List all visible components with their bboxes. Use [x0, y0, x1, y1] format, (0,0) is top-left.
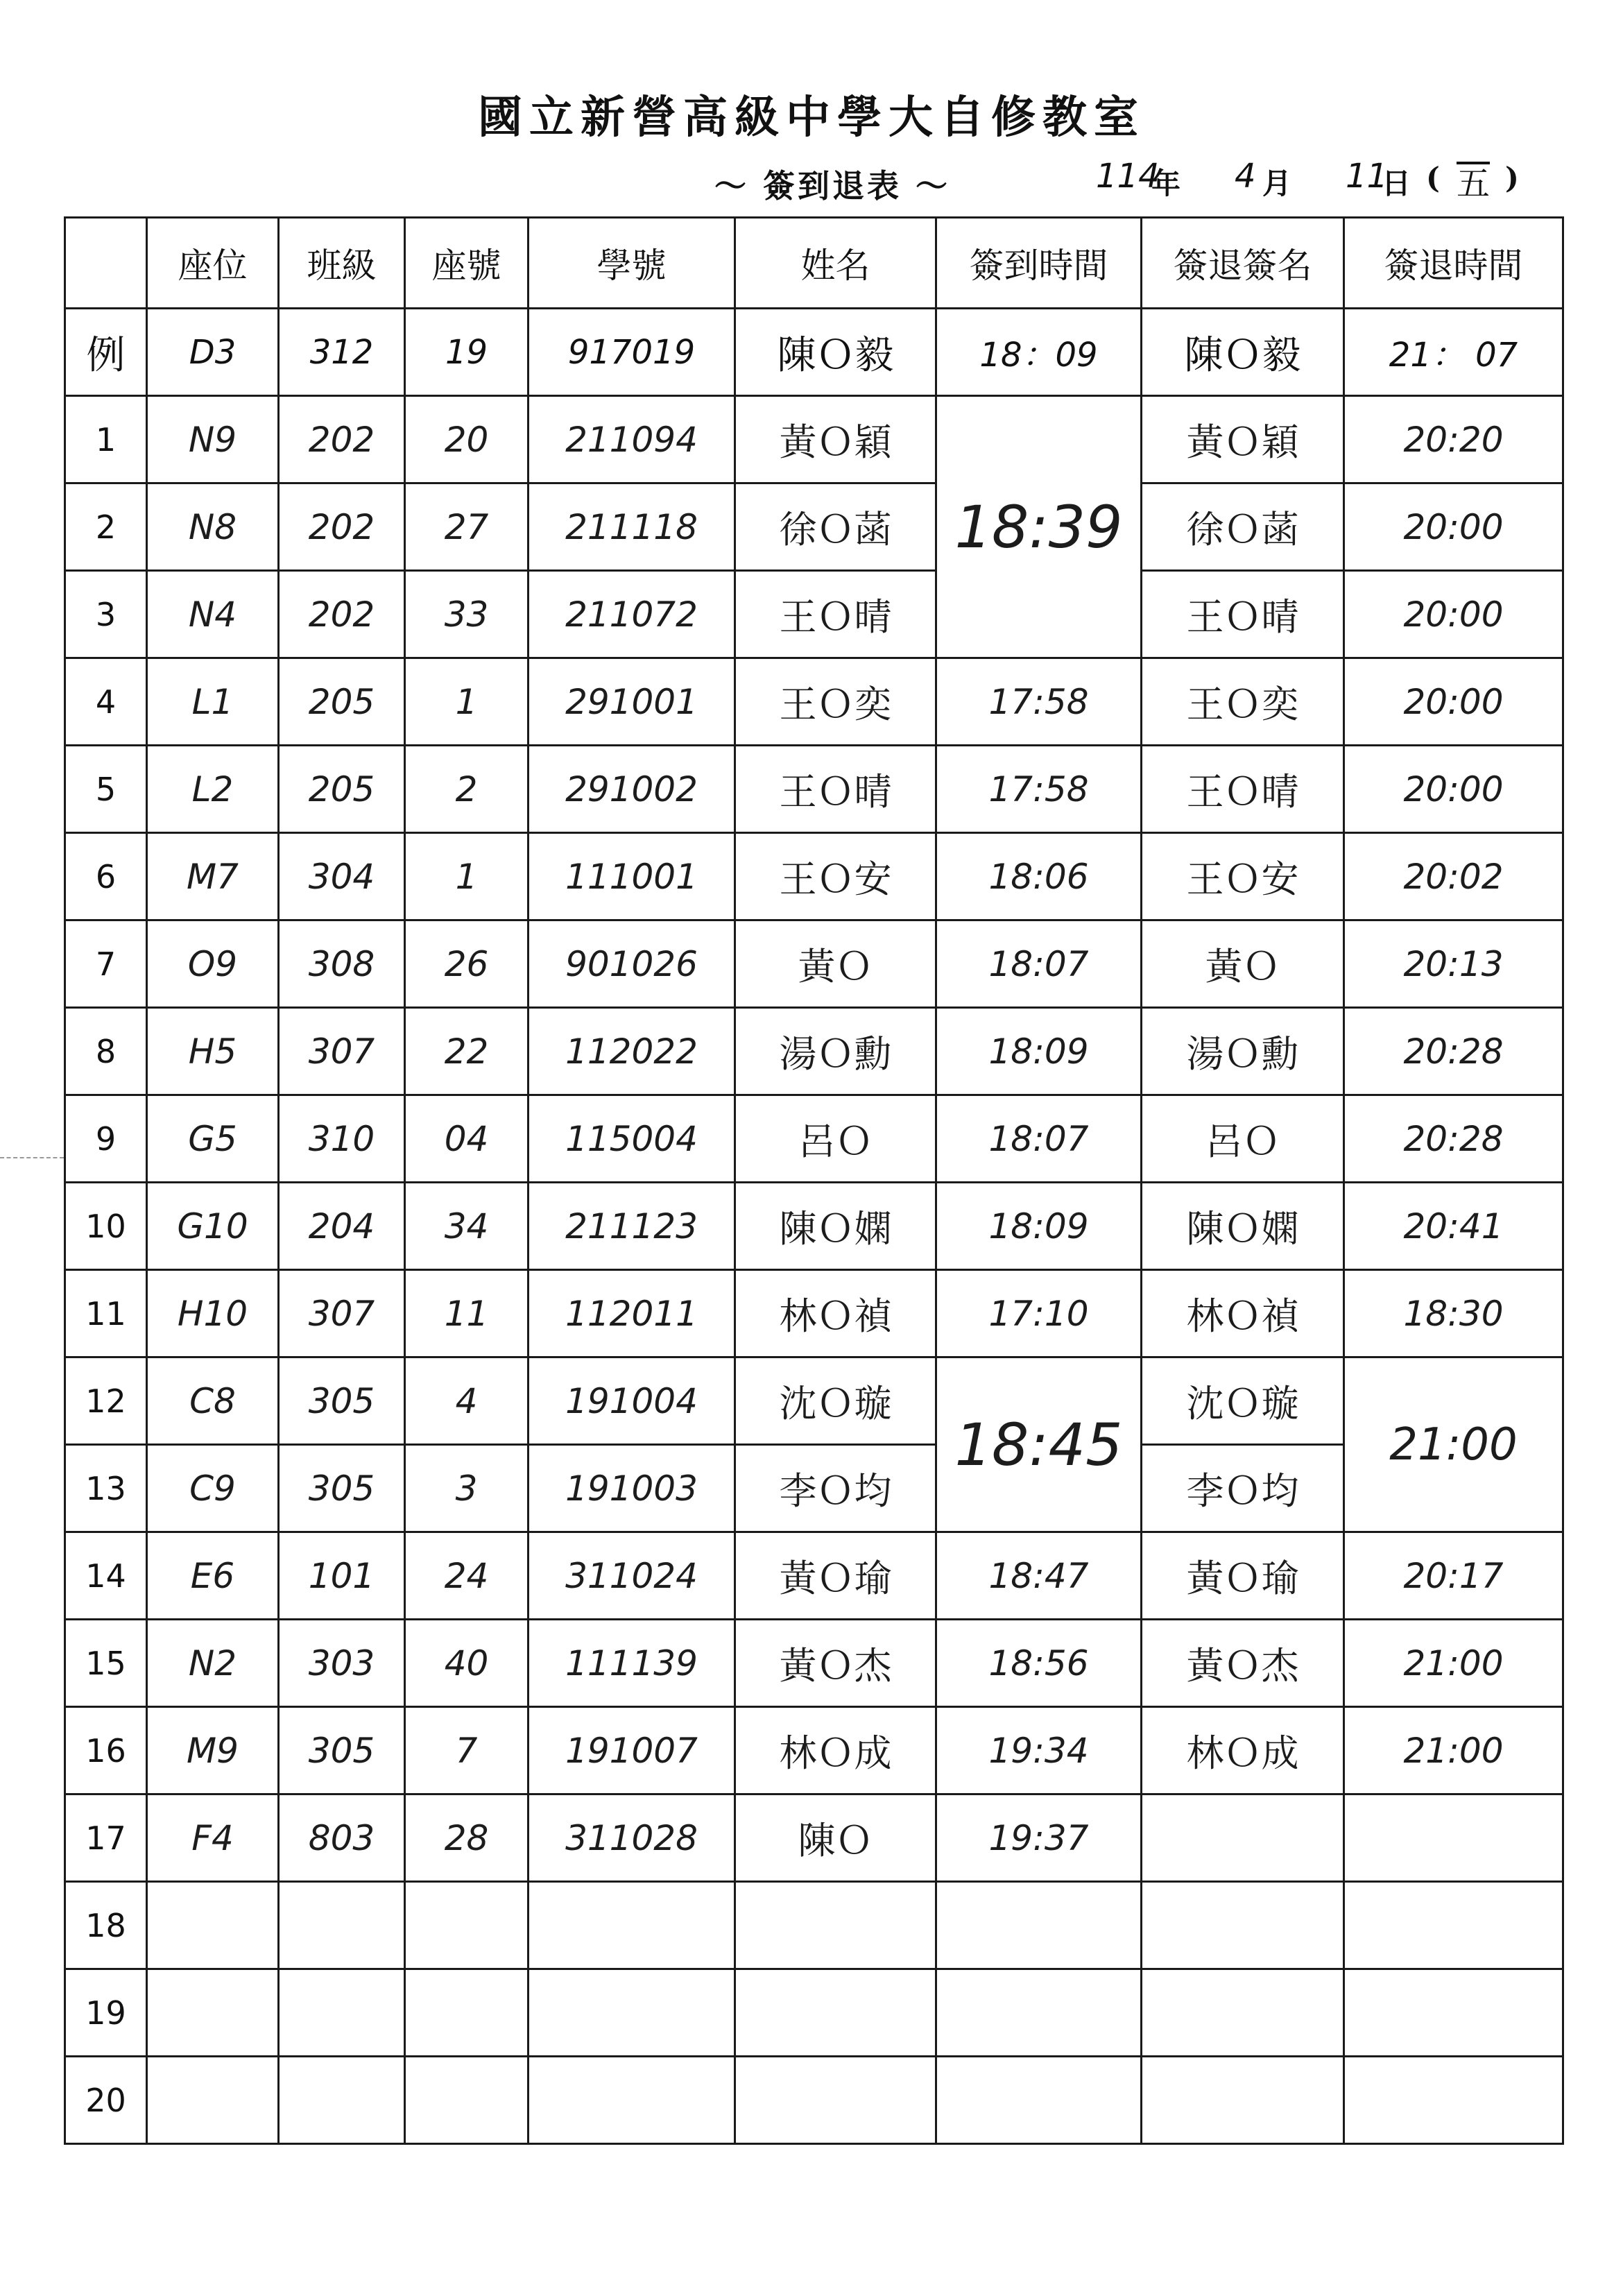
table-row [65, 1270, 1563, 1357]
cell-checkin [936, 1882, 1142, 1969]
cell-name [735, 2057, 936, 2144]
cell-class: 202 [279, 396, 405, 483]
cell-checkout-sign [1142, 1882, 1344, 1969]
row-number: 17 [65, 1794, 147, 1882]
table-row [65, 1969, 1563, 2057]
cell-checkout-time-merged: 21:00 [1344, 1357, 1563, 1532]
cell-checkin [936, 1969, 1142, 2057]
cell-seat: L1 [147, 658, 279, 746]
cell-number: 3 [405, 1445, 529, 1532]
cell-name: 黃Ｏ瑜 [735, 1532, 936, 1620]
cell-checkin: 19:37 [936, 1794, 1142, 1882]
cell-checkout-sign: 王Ｏ晴 [1142, 746, 1344, 833]
table-row [65, 1707, 1563, 1794]
cell-checkout-time: 20:00 [1344, 571, 1563, 658]
cell-number [405, 2057, 529, 2144]
cell-checkin [936, 2057, 1142, 2144]
cell-checkout-sign: 林Ｏ禎 [1142, 1270, 1344, 1357]
cell-seat: M7 [147, 833, 279, 920]
cell-student-id: 191004 [529, 1357, 735, 1445]
cell-checkout-sign: 湯Ｏ勳 [1142, 1008, 1344, 1095]
cell-checkout-time: 20:20 [1344, 396, 1563, 483]
cell-name: 林Ｏ成 [735, 1707, 936, 1794]
cell-name: 徐Ｏ菡 [735, 483, 936, 571]
cell-seat: G10 [147, 1183, 279, 1270]
cell-name [735, 1882, 936, 1969]
cell-checkout-sign: 王Ｏ晴 [1142, 571, 1344, 658]
cell-seat [147, 1882, 279, 1969]
cell-number: 1 [405, 833, 529, 920]
cell-student-id: 115004 [529, 1095, 735, 1183]
cell-seat: N4 [147, 571, 279, 658]
cell-class: 101 [279, 1532, 405, 1620]
table-row [65, 1357, 1563, 1445]
header-number: 座號 [405, 218, 529, 309]
table-row [65, 1445, 1563, 1532]
cell-checkout-sign: 黃Ｏ瑜 [1142, 1532, 1344, 1620]
cell-checkin: 18:07 [936, 920, 1142, 1008]
header-checkout-time: 簽退時間 [1344, 218, 1563, 309]
cell-name: 呂Ｏ [735, 1095, 936, 1183]
cell-number: 33 [405, 571, 529, 658]
cell-checkout-sign: 陳Ｏ嫻 [1142, 1183, 1344, 1270]
row-number: 2 [65, 483, 147, 571]
example-number: 19 [405, 309, 529, 396]
row-number: 12 [65, 1357, 147, 1445]
cell-seat: C8 [147, 1357, 279, 1445]
row-number: 9 [65, 1095, 147, 1183]
cell-name [735, 1969, 936, 2057]
cell-name: 黃Ｏ [735, 920, 936, 1008]
cell-class: 304 [279, 833, 405, 920]
sheet-title: 國立新營高級中學大自修教室 [478, 92, 1145, 144]
cell-checkout-sign: 李Ｏ均 [1142, 1445, 1344, 1532]
cell-checkout-time: 20:00 [1344, 483, 1563, 571]
cell-class: 307 [279, 1008, 405, 1095]
cell-checkout-time: 20:00 [1344, 746, 1563, 833]
date-month-unit: 月 [1262, 166, 1292, 200]
table-row [65, 571, 1563, 658]
example-checkin: 18：09 [936, 309, 1142, 396]
cell-class: 303 [279, 1620, 405, 1707]
cell-checkout-sign [1142, 1969, 1344, 2057]
cell-name: 陳Ｏ嫻 [735, 1183, 936, 1270]
table-row [65, 1882, 1563, 1969]
weekday-open: ( [1426, 161, 1440, 195]
cell-checkout-sign: 黃Ｏ穎 [1142, 396, 1344, 483]
cell-number: 2 [405, 746, 529, 833]
cell-class: 205 [279, 658, 405, 746]
cell-name: 李Ｏ均 [735, 1445, 936, 1532]
cell-number: 40 [405, 1620, 529, 1707]
header-checkin-time: 簽到時間 [936, 218, 1142, 309]
cell-number: 27 [405, 483, 529, 571]
example-row [65, 309, 1563, 396]
cell-student-id: 211072 [529, 571, 735, 658]
cell-name: 王Ｏ晴 [735, 571, 936, 658]
table-row [65, 1183, 1563, 1270]
cell-checkout-time: 20:13 [1344, 920, 1563, 1008]
row-number: 13 [65, 1445, 147, 1532]
cell-checkout-sign: 沈Ｏ璇 [1142, 1357, 1344, 1445]
cell-seat: H5 [147, 1008, 279, 1095]
cell-checkout-sign [1142, 2057, 1344, 2144]
cell-class: 202 [279, 571, 405, 658]
cell-checkout-time [1344, 1969, 1563, 2057]
cell-student-id [529, 2057, 735, 2144]
cell-checkin: 17:58 [936, 746, 1142, 833]
date-day: 11 [1346, 157, 1389, 196]
cell-class [279, 1882, 405, 1969]
cell-student-id: 211118 [529, 483, 735, 571]
cell-seat: H10 [147, 1270, 279, 1357]
cell-name: 黃Ｏ杰 [735, 1620, 936, 1707]
cell-checkin-merged: 18:39 [936, 396, 1142, 658]
cell-number: 7 [405, 1707, 529, 1794]
row-number: 18 [65, 1882, 147, 1969]
cell-seat: L2 [147, 746, 279, 833]
scan-dash-mark [0, 1157, 64, 1158]
row-number: 5 [65, 746, 147, 833]
table-row [65, 1532, 1563, 1620]
example-label: 例 [65, 309, 147, 396]
table-row [65, 1620, 1563, 1707]
cell-name: 王Ｏ晴 [735, 746, 936, 833]
cell-number: 26 [405, 920, 529, 1008]
cell-student-id: 191007 [529, 1707, 735, 1794]
cell-class: 803 [279, 1794, 405, 1882]
cell-class: 202 [279, 483, 405, 571]
signin-table [64, 216, 1564, 2145]
table-row [65, 1794, 1563, 1882]
row-number: 11 [65, 1270, 147, 1357]
row-number: 8 [65, 1008, 147, 1095]
cell-seat: O9 [147, 920, 279, 1008]
cell-number: 04 [405, 1095, 529, 1183]
row-number: 6 [65, 833, 147, 920]
cell-student-id: 211123 [529, 1183, 735, 1270]
cell-seat: N2 [147, 1620, 279, 1707]
cell-checkout-sign: 黃Ｏ [1142, 920, 1344, 1008]
cell-checkout-sign: 呂Ｏ [1142, 1095, 1344, 1183]
cell-seat: N8 [147, 483, 279, 571]
cell-seat: N9 [147, 396, 279, 483]
cell-student-id [529, 1969, 735, 2057]
cell-checkout-time: 20:02 [1344, 833, 1563, 920]
cell-number: 28 [405, 1794, 529, 1882]
cell-student-id: 111139 [529, 1620, 735, 1707]
row-number: 3 [65, 571, 147, 658]
cell-student-id: 112011 [529, 1270, 735, 1357]
cell-number: 1 [405, 658, 529, 746]
cell-checkout-time: 20:28 [1344, 1008, 1563, 1095]
date-year-unit: 年 [1151, 166, 1181, 200]
cell-checkout-sign: 黃Ｏ杰 [1142, 1620, 1344, 1707]
example-seat: D3 [147, 309, 279, 396]
header-seat: 座位 [147, 218, 279, 309]
cell-student-id [529, 1882, 735, 1969]
cell-student-id: 291001 [529, 658, 735, 746]
cell-checkout-sign [1142, 1794, 1344, 1882]
cell-number: 22 [405, 1008, 529, 1095]
cell-checkout-time: 21:00 [1344, 1707, 1563, 1794]
example-student-id: 917019 [529, 309, 735, 396]
cell-checkin: 19:34 [936, 1707, 1142, 1794]
cell-seat: M9 [147, 1707, 279, 1794]
cell-student-id: 311024 [529, 1532, 735, 1620]
cell-name: 王Ｏ奕 [735, 658, 936, 746]
example-name: 陳Ｏ毅 [735, 309, 936, 396]
cell-student-id: 211094 [529, 396, 735, 483]
cell-checkin: 18:07 [936, 1095, 1142, 1183]
date-weekday: 五 [1457, 164, 1491, 203]
cell-checkout-time [1344, 2057, 1563, 2144]
cell-name: 王Ｏ安 [735, 833, 936, 920]
cell-checkout-time: 20:41 [1344, 1183, 1563, 1270]
cell-name: 黃Ｏ穎 [735, 396, 936, 483]
row-number: 20 [65, 2057, 147, 2144]
cell-checkout-time: 21:00 [1344, 1620, 1563, 1707]
cell-class [279, 1969, 405, 2057]
cell-checkin-merged: 18:45 [936, 1357, 1142, 1532]
header-blank [65, 218, 147, 309]
example-class: 312 [279, 309, 405, 396]
cell-student-id: 901026 [529, 920, 735, 1008]
cell-number: 4 [405, 1357, 529, 1445]
cell-seat [147, 1969, 279, 2057]
cell-class: 305 [279, 1707, 405, 1794]
table-row [65, 483, 1563, 571]
table-row [65, 920, 1563, 1008]
cell-number [405, 1882, 529, 1969]
table-row [65, 2057, 1563, 2144]
cell-name: 林Ｏ禎 [735, 1270, 936, 1357]
sheet-subtitle: ～ 簽到退表 ～ [714, 167, 951, 205]
cell-name: 湯Ｏ勳 [735, 1008, 936, 1095]
cell-checkin: 18:47 [936, 1532, 1142, 1620]
cell-number: 20 [405, 396, 529, 483]
row-number: 1 [65, 396, 147, 483]
example-checkout-sign: 陳Ｏ毅 [1142, 309, 1344, 396]
cell-student-id: 311028 [529, 1794, 735, 1882]
cell-checkout-time [1344, 1882, 1563, 1969]
cell-checkin: 18:09 [936, 1183, 1142, 1270]
table-row [65, 746, 1563, 833]
cell-class: 307 [279, 1270, 405, 1357]
cell-checkin: 17:10 [936, 1270, 1142, 1357]
cell-seat [147, 2057, 279, 2144]
table-row [65, 1008, 1563, 1095]
cell-name: 陳Ｏ [735, 1794, 936, 1882]
cell-student-id: 191003 [529, 1445, 735, 1532]
cell-checkout-sign: 徐Ｏ菡 [1142, 483, 1344, 571]
cell-class: 305 [279, 1357, 405, 1445]
header-checkout-signature: 簽退簽名 [1142, 218, 1344, 309]
date-day-unit: 日 [1382, 166, 1411, 200]
row-number: 14 [65, 1532, 147, 1620]
row-number: 4 [65, 658, 147, 746]
row-number: 19 [65, 1969, 147, 2057]
table-row [65, 1095, 1563, 1183]
cell-seat: G5 [147, 1095, 279, 1183]
table-row [65, 396, 1563, 483]
table-row [65, 658, 1563, 746]
row-number: 16 [65, 1707, 147, 1794]
cell-name: 沈Ｏ璇 [735, 1357, 936, 1445]
cell-class [279, 2057, 405, 2144]
header-name: 姓名 [735, 218, 936, 309]
cell-class: 310 [279, 1095, 405, 1183]
row-number: 15 [65, 1620, 147, 1707]
header-row [65, 218, 1563, 309]
cell-seat: C9 [147, 1445, 279, 1532]
cell-checkout-sign: 林Ｏ成 [1142, 1707, 1344, 1794]
cell-checkin: 18:09 [936, 1008, 1142, 1095]
cell-checkin: 18:56 [936, 1620, 1142, 1707]
row-number: 7 [65, 920, 147, 1008]
date-month: 4 [1235, 157, 1256, 196]
cell-class: 204 [279, 1183, 405, 1270]
cell-number: 11 [405, 1270, 529, 1357]
cell-checkout-time [1344, 1794, 1563, 1882]
cell-checkout-sign: 王Ｏ安 [1142, 833, 1344, 920]
cell-checkout-time: 20:17 [1344, 1532, 1563, 1620]
header-class: 班級 [279, 218, 405, 309]
table-row [65, 833, 1563, 920]
cell-checkout-time: 20:00 [1344, 658, 1563, 746]
weekday-close: ) [1505, 161, 1519, 195]
cell-checkout-sign: 王Ｏ奕 [1142, 658, 1344, 746]
cell-number: 24 [405, 1532, 529, 1620]
cell-class: 205 [279, 746, 405, 833]
cell-class: 308 [279, 920, 405, 1008]
cell-student-id: 112022 [529, 1008, 735, 1095]
example-checkout-time: 21： 07 [1344, 309, 1563, 396]
cell-checkin: 17:58 [936, 658, 1142, 746]
cell-student-id: 291002 [529, 746, 735, 833]
cell-number: 34 [405, 1183, 529, 1270]
cell-seat: F4 [147, 1794, 279, 1882]
cell-checkout-time: 18:30 [1344, 1270, 1563, 1357]
cell-number [405, 1969, 529, 2057]
cell-checkin: 18:06 [936, 833, 1142, 920]
header-student-id: 學號 [529, 218, 735, 309]
date-year: 114 [1096, 157, 1160, 196]
cell-seat: E6 [147, 1532, 279, 1620]
cell-checkout-time: 20:28 [1344, 1095, 1563, 1183]
row-number: 10 [65, 1183, 147, 1270]
cell-student-id: 111001 [529, 833, 735, 920]
cell-class: 305 [279, 1445, 405, 1532]
